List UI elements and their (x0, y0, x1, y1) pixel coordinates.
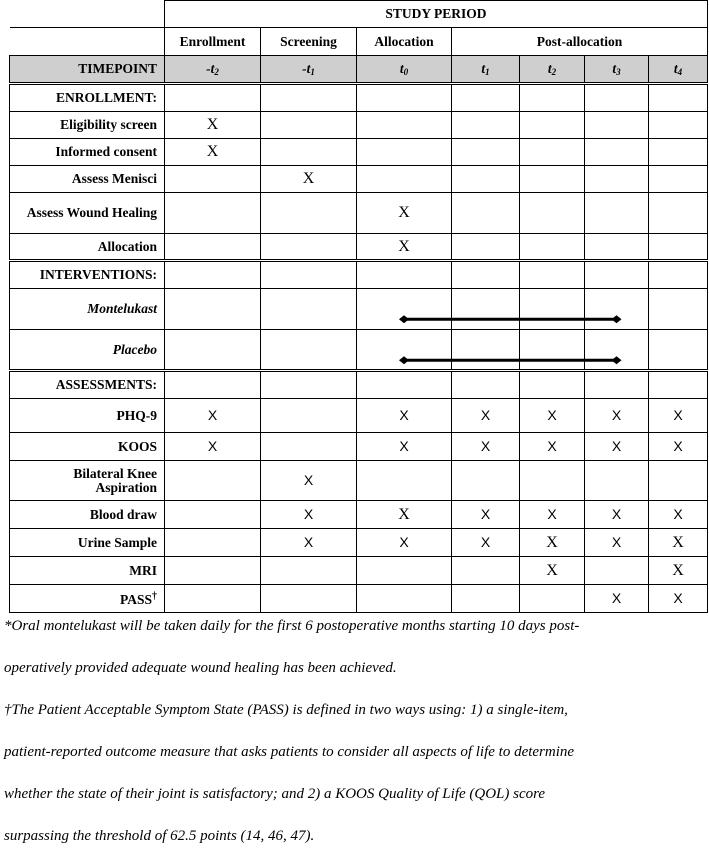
cell-koos-6 (649, 433, 708, 461)
cell-placebo-5 (585, 330, 649, 371)
cell-assessments-1 (261, 371, 357, 399)
cell-informed-consent-4 (520, 139, 585, 166)
cell-assess-menisci-2 (357, 166, 452, 193)
cell-bilateral-knee-aspiration-4 (520, 461, 585, 501)
cell-urine-sample-6 (649, 529, 708, 557)
check-mark: X (547, 506, 557, 522)
cell-assessments-6 (649, 371, 708, 399)
cell-blood-draw-5 (585, 501, 649, 529)
cell-enrollment-3 (452, 84, 520, 112)
row-label: Montelukast (10, 289, 165, 330)
check-mark: X (303, 534, 314, 550)
timepoint-0: $-t_2$ (165, 56, 261, 84)
cell-allocation-5 (585, 234, 649, 261)
row-label: Eligibility screen (10, 112, 165, 139)
cell-eligibility-screen-6 (649, 112, 708, 139)
check-mark: X (398, 204, 410, 221)
row-label: MRI (10, 557, 165, 585)
check-mark: X (480, 438, 491, 454)
cell-phq-9-6 (649, 399, 708, 433)
check-mark: X (398, 237, 410, 255)
cell-assess-menisci-6 (649, 166, 708, 193)
cell-enrollment-6 (649, 84, 708, 112)
cell-pass-5 (585, 585, 649, 613)
cell-bilateral-knee-aspiration-3 (452, 461, 520, 501)
row-urine-sample (10, 529, 708, 557)
check-mark: X (672, 533, 684, 551)
cell-montelukast-1 (261, 289, 357, 330)
cell-phq-9-3 (452, 399, 520, 433)
cell-interventions-1 (261, 261, 357, 289)
study-period-header: STUDY PERIOD (165, 1, 708, 28)
cell-pass-1 (261, 585, 357, 613)
cell-assess-wound-healing-2 (357, 193, 452, 234)
cell-montelukast-0 (165, 289, 261, 330)
cell-interventions-6 (649, 261, 708, 289)
check-mark: X (399, 438, 409, 454)
cell-assessments-4 (520, 371, 585, 399)
timepoint-3: $t_1$ (452, 56, 520, 84)
cell-allocation-1 (261, 234, 357, 261)
cell-assessments-0 (165, 371, 261, 399)
check-mark: X (399, 534, 409, 550)
study-period-row (10, 1, 708, 28)
cell-eligibility-screen-5 (585, 112, 649, 139)
check-mark: X (303, 472, 314, 488)
row-label: ASSESSMENTS: (10, 371, 165, 399)
row-phq-9 (10, 399, 708, 433)
check-mark: X (206, 116, 219, 133)
row-assessments (10, 371, 708, 399)
cell-placebo-1 (261, 330, 357, 371)
row-label: ENROLLMENT: (10, 84, 165, 112)
cell-allocation-6 (649, 234, 708, 261)
row-mri (10, 557, 708, 585)
row-label: KOOS (10, 433, 165, 461)
timepoint-row (10, 56, 708, 84)
cell-mri-1 (261, 557, 357, 585)
cell-assess-wound-healing-6 (649, 193, 708, 234)
check-mark: X (611, 407, 622, 423)
cell-assessments-2 (357, 371, 452, 399)
check-mark: X (398, 505, 410, 523)
row-pass (10, 585, 708, 613)
cell-interventions-4 (520, 261, 585, 289)
cell-assess-menisci-0 (165, 166, 261, 193)
check-mark: X (673, 438, 683, 454)
row-label: Assess Wound Healing (10, 193, 165, 234)
row-label: Blood draw (10, 501, 165, 529)
cell-koos-3 (452, 433, 520, 461)
cell-bilateral-knee-aspiration-6 (649, 461, 708, 501)
row-koos (10, 433, 708, 461)
cell-urine-sample-0 (165, 529, 261, 557)
cell-eligibility-screen-3 (452, 112, 520, 139)
cell-montelukast-2 (357, 289, 452, 330)
cell-mri-3 (452, 557, 520, 585)
cell-montelukast-5 (585, 289, 649, 330)
row-label: Informed consent (10, 139, 165, 166)
row-blood-draw (10, 501, 708, 529)
cell-urine-sample-3 (452, 529, 520, 557)
cell-phq-9-2 (357, 399, 452, 433)
cell-allocation-3 (452, 234, 520, 261)
check-mark: X (673, 590, 683, 606)
row-eligibility-screen (10, 112, 708, 139)
row-enrollment (10, 84, 708, 112)
cell-koos-1 (261, 433, 357, 461)
cell-mri-6 (649, 557, 708, 585)
check-mark: X (480, 506, 491, 522)
cell-phq-9-4 (520, 399, 585, 433)
cell-informed-consent-2 (357, 139, 452, 166)
cell-pass-6 (649, 585, 708, 613)
cell-enrollment-4 (520, 84, 585, 112)
cell-pass-0 (165, 585, 261, 613)
cell-assessments-3 (452, 371, 520, 399)
check-mark: X (611, 506, 622, 522)
row-label: Allocation (10, 234, 165, 261)
row-label: PHQ-9 (10, 399, 165, 433)
cell-informed-consent-3 (452, 139, 520, 166)
cell-koos-5 (585, 433, 649, 461)
check-mark: X (547, 438, 557, 454)
timepoint-label: TIMEPOINT (10, 56, 165, 84)
cell-montelukast-6 (649, 289, 708, 330)
footnote-line: patient-reported outcome measure that asks patients to consider all aspects of life to determine (4, 744, 575, 760)
cell-bilateral-knee-aspiration-0 (165, 461, 261, 501)
post-allocation-header: Post-allocation (452, 28, 708, 56)
cell-assess-wound-healing-1 (261, 193, 357, 234)
cell-urine-sample-5 (585, 529, 649, 557)
cell-eligibility-screen-4 (520, 112, 585, 139)
cell-assess-menisci-3 (452, 166, 520, 193)
footnote-line: operatively provided adequate wound healing has been achieved. (4, 660, 397, 676)
check-mark: X (547, 407, 557, 423)
cell-enrollment-2 (357, 84, 452, 112)
enrollment-header: Enrollment (165, 28, 261, 56)
row-placebo (10, 330, 708, 371)
row-label: Assess Menisci (10, 166, 165, 193)
cell-interventions-2 (357, 261, 452, 289)
row-montelukast (10, 289, 708, 330)
corner-cell (10, 28, 165, 56)
row-label: Bilateral Knee Aspiration (10, 461, 165, 501)
cell-informed-consent-6 (649, 139, 708, 166)
cell-mri-2 (357, 557, 452, 585)
cell-blood-draw-0 (165, 501, 261, 529)
cell-allocation-0 (165, 234, 261, 261)
timepoint-6: $t_4$ (649, 56, 708, 84)
cell-assess-wound-healing-0 (165, 193, 261, 234)
cell-placebo-3 (452, 330, 520, 371)
cell-koos-4 (520, 433, 585, 461)
check-mark: X (673, 506, 683, 522)
cell-assess-wound-healing-3 (452, 193, 520, 234)
check-mark: X (207, 407, 218, 423)
cell-pass-2 (357, 585, 452, 613)
check-mark: X (611, 590, 622, 606)
row-label: PASS† (10, 585, 165, 613)
row-interventions (10, 261, 708, 289)
cell-assess-menisci-4 (520, 166, 585, 193)
cell-bilateral-knee-aspiration-2 (357, 461, 452, 501)
cell-placebo-0 (165, 330, 261, 371)
check-mark: X (206, 143, 219, 160)
row-informed-consent (10, 139, 708, 166)
cell-allocation-4 (520, 234, 585, 261)
timepoint-1: $-t_1$ (261, 56, 357, 84)
check-mark: X (480, 534, 491, 550)
row-label: Urine Sample (10, 529, 165, 557)
cell-blood-draw-4 (520, 501, 585, 529)
cell-urine-sample-1 (261, 529, 357, 557)
cell-eligibility-screen-2 (357, 112, 452, 139)
footnote-line: †The Patient Acceptable Symptom State (PASS) is defined in two ways using: 1) a single-item, (4, 702, 568, 718)
cell-interventions-0 (165, 261, 261, 289)
row-label: INTERVENTIONS: (10, 261, 165, 289)
check-mark: X (207, 438, 218, 454)
row-assess-wound-healing (10, 193, 708, 234)
cell-informed-consent-5 (585, 139, 649, 166)
check-mark: X (673, 407, 683, 423)
check-mark: X (399, 407, 409, 423)
cell-blood-draw-2 (357, 501, 452, 529)
cell-eligibility-screen-1 (261, 112, 357, 139)
allocation-header: Allocation (357, 28, 452, 56)
cell-assess-menisci-1 (261, 166, 357, 193)
timepoint-2: $t_0$ (357, 56, 452, 84)
cell-koos-0 (165, 433, 261, 461)
row-allocation (10, 234, 708, 261)
cell-placebo-4 (520, 330, 585, 371)
spirit-schedule-table (9, 0, 708, 613)
cell-mri-0 (165, 557, 261, 585)
cell-enrollment-0 (165, 84, 261, 112)
screening-header: Screening (261, 28, 357, 56)
cell-allocation-2 (357, 234, 452, 261)
cell-placebo-2 (357, 330, 452, 371)
cell-urine-sample-4 (520, 529, 585, 557)
cell-enrollment-5 (585, 84, 649, 112)
cell-pass-3 (452, 585, 520, 613)
cell-eligibility-screen-0 (165, 112, 261, 139)
corner-cell (10, 1, 165, 28)
footnote-line: surpassing the threshold of 62.5 points (14, 46, 47). (4, 828, 315, 844)
check-mark: X (480, 407, 491, 423)
row-assess-menisci (10, 166, 708, 193)
cell-bilateral-knee-aspiration-5 (585, 461, 649, 501)
cell-assess-menisci-5 (585, 166, 649, 193)
check-mark: X (611, 534, 622, 550)
cell-enrollment-1 (261, 84, 357, 112)
check-mark: X (672, 561, 684, 579)
cell-montelukast-4 (520, 289, 585, 330)
cell-interventions-3 (452, 261, 520, 289)
cell-blood-draw-6 (649, 501, 708, 529)
cell-informed-consent-0 (165, 139, 261, 166)
cell-phq-9-1 (261, 399, 357, 433)
check-mark: X (302, 170, 315, 187)
cell-assessments-5 (585, 371, 649, 399)
footnote-line: whether the state of their joint is satisfactory; and 2) a KOOS Quality of Life (QOL) score (4, 786, 546, 802)
cell-placebo-6 (649, 330, 708, 371)
cell-montelukast-3 (452, 289, 520, 330)
check-mark: X (546, 561, 558, 579)
row-bilateral-knee-aspiration (10, 461, 708, 501)
phase-row (10, 28, 708, 56)
check-mark: X (303, 506, 314, 522)
cell-assess-wound-healing-5 (585, 193, 649, 234)
cell-assess-wound-healing-4 (520, 193, 585, 234)
cell-phq-9-5 (585, 399, 649, 433)
cell-informed-consent-1 (261, 139, 357, 166)
timepoint-5: $t_3$ (585, 56, 649, 84)
cell-bilateral-knee-aspiration-1 (261, 461, 357, 501)
cell-urine-sample-2 (357, 529, 452, 557)
cell-koos-2 (357, 433, 452, 461)
cell-blood-draw-3 (452, 501, 520, 529)
check-mark: X (546, 533, 558, 551)
row-label: Placebo (10, 330, 165, 371)
cell-mri-4 (520, 557, 585, 585)
timepoint-4: $t_2$ (520, 56, 585, 84)
cell-blood-draw-1 (261, 501, 357, 529)
cell-pass-4 (520, 585, 585, 613)
cell-phq-9-0 (165, 399, 261, 433)
check-mark: X (611, 438, 622, 454)
footnote-line: *Oral montelukast will be taken daily for the first 6 postoperative months starting 10 days post- (4, 618, 580, 634)
cell-mri-5 (585, 557, 649, 585)
cell-interventions-5 (585, 261, 649, 289)
